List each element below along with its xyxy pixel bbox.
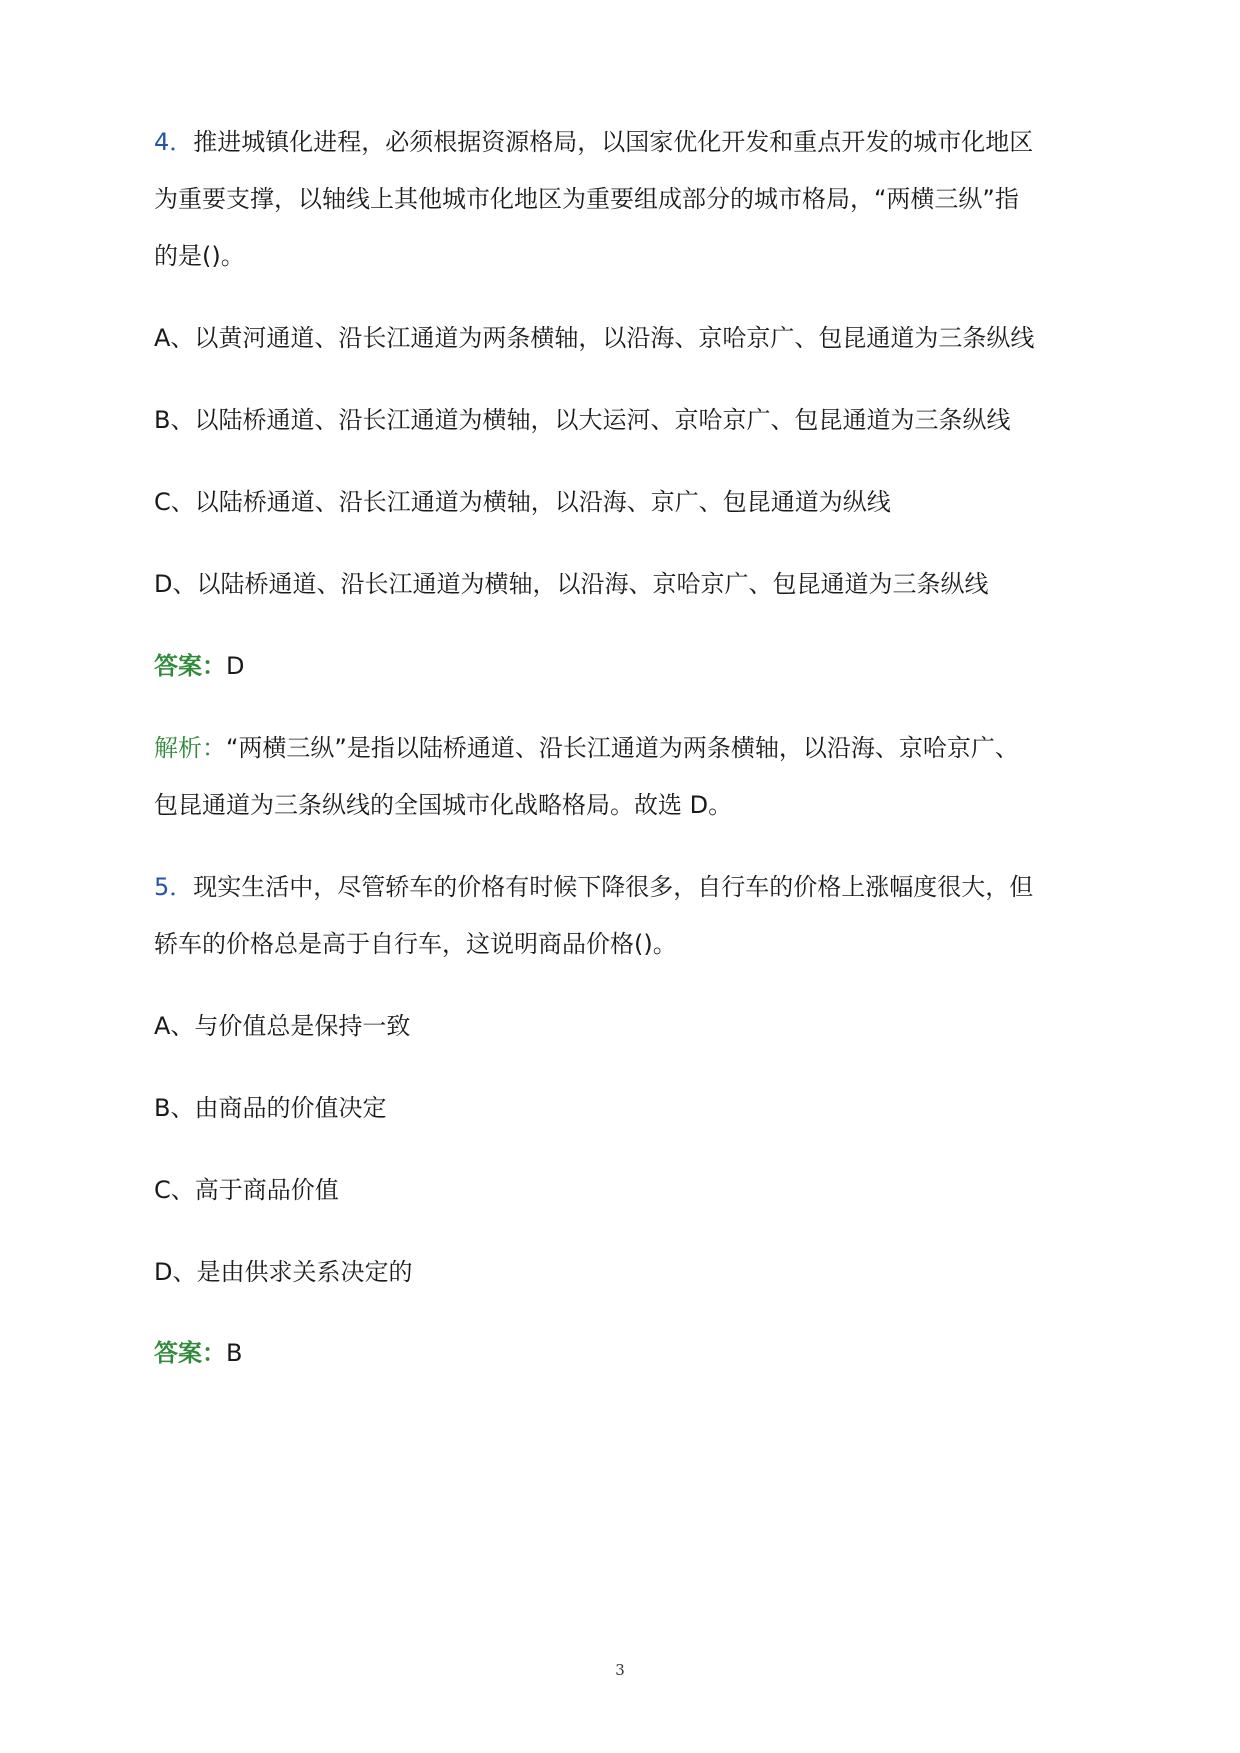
option-b: B、以陆桥通道、沿长江通道为横轴，以大运河、京哈京广、包昆通道为三条纵线 <box>154 406 1011 434</box>
option-d: D、以陆桥通道、沿长江通道为横轴，以沿海、京哈京广、包昆通道为三条纵线 <box>154 570 989 598</box>
question-stem-line <box>154 126 1094 158</box>
question-stem-line: 轿车的价格总是高于自行车，这说明商品价格()。 <box>154 930 677 958</box>
answer-label: 答案： <box>154 652 226 680</box>
analysis-line: 包昆通道为三条纵线的全国城市化战略格局。故选 D。 <box>154 791 733 819</box>
answer-line <box>154 1337 1094 1369</box>
question-number-separator: ． <box>169 128 194 156</box>
option-a: A、以黄河通道、沿长江通道为两条横轴，以沿海、京哈京广、包昆通道为三条纵线 <box>154 324 1035 352</box>
option-a: A、与价值总是保持一致 <box>154 1012 411 1040</box>
option-b: B、由商品的价值决定 <box>154 1094 387 1122</box>
question-stem-text: 推进城镇化进程，必须根据资源格局，以国家优化开发和重点开发的城市化地区 <box>193 128 1034 156</box>
question-number: 5 <box>154 873 170 901</box>
option-d: D、是由供求关系决定的 <box>154 1258 413 1286</box>
option-c: C、高于商品价值 <box>154 1176 339 1204</box>
analysis-line <box>154 732 1094 764</box>
question-stem-line: 为重要支撑，以轴线上其他城市化地区为重要组成部分的城市格局，“两横三纵”指 <box>154 185 1019 213</box>
answer-value: D <box>226 652 245 680</box>
question-stem-line <box>154 871 1094 903</box>
option-c: C、以陆桥通道、沿长江通道为横轴，以沿海、京广、包昆通道为纵线 <box>154 488 891 516</box>
answer-label: 答案： <box>154 1339 226 1367</box>
question-stem-text: 现实生活中，尽管轿车的价格有时候下降很多，自行车的价格上涨幅度很大，但 <box>193 873 1034 901</box>
answer-line <box>154 650 1094 682</box>
analysis-label: 解析： <box>154 734 226 762</box>
page-number: 3 <box>615 1661 625 1679</box>
question-number: 4 <box>154 128 170 156</box>
analysis-text: “两横三纵”是指以陆桥通道、沿长江通道为两条横轴，以沿海、京哈京广、 <box>226 734 1019 762</box>
question-number-separator: ． <box>169 873 194 901</box>
question-stem-line: 的是()。 <box>154 242 245 270</box>
answer-value: B <box>226 1339 243 1367</box>
